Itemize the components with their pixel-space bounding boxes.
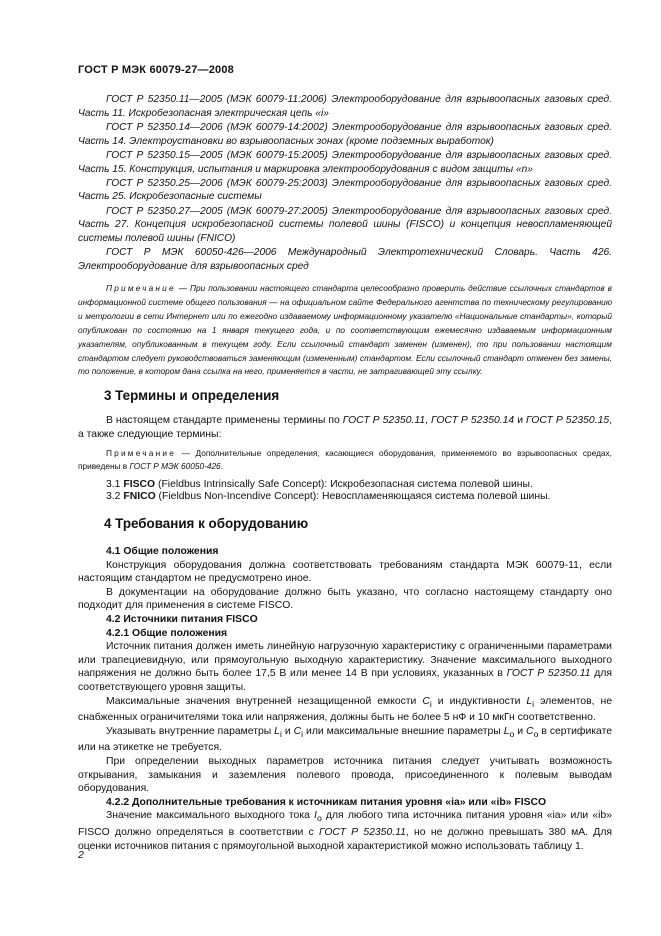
term-number: 3.1 <box>106 479 121 490</box>
text: и <box>281 725 294 737</box>
definitions-note <box>78 447 612 473</box>
paragraph <box>78 640 612 694</box>
subsection-4-2-1-title: 4.2.1 Общие положения <box>106 627 228 639</box>
text: или максимальные внешние параметры <box>303 725 504 737</box>
symbol: L <box>503 725 510 737</box>
symbol: I <box>314 810 317 822</box>
subscript: o <box>533 728 539 739</box>
text: для любого типа источника питания уровня «ia» или «ib» FISCO должно определяться в соответствии с <box>78 810 612 839</box>
subsection-4-1-title: 4.1 Общие положения <box>106 546 219 557</box>
text: , но не должно превышать 380 мА. Для оценки источников питания с прямоугольной выходной характеристикой можно использовать таблицу 1. <box>78 827 613 852</box>
subscript: o <box>316 813 322 824</box>
paragraph: В документации на оборудование должно быть указано, что согласно настоящему стандарту оно подходит для применения в системе FISCO. <box>78 586 612 612</box>
text: Максимальные значения внутренней незащищенной емкости <box>106 695 423 707</box>
term-abbr: FNICO <box>123 491 156 502</box>
subscript: o <box>509 728 515 739</box>
term-definition: (Fieldbus Non-Incendive Concept): Невоспламеняющаяся система полевой шины. <box>155 491 551 502</box>
ref: ГОСТ Р 52350.11 <box>506 668 591 680</box>
text: в сертификате или на этикетке не требуется. <box>78 725 613 754</box>
text: Источник питания должен иметь линейную нагрузочную характеристику с ограниченными параметрами или трапециевидную, или прямоугольную выходную характеристику. Значение максимального выходного напряжения не должно быть более 17,5 В или менее 14 В при условиях, указанных в <box>78 641 612 680</box>
symbol: L <box>526 695 533 707</box>
subscript: i <box>429 698 432 709</box>
note-label: Примечание <box>106 448 177 458</box>
symbol: C <box>526 725 534 737</box>
note-text: — При пользовании настоящего стандарта целесообразно проверить действие ссылочных стандартов в информационной системе общего пользования — на официальном сайте Федерального агентства по техническому регулированию и метрологии в сети Интернет или по ежегодно издаваемому информационному указателю «Национальные стандарты», который опубликован по состоянию на 1 января текущего года, и по соответствующим ежемесячно издаваемым информационным указателям, опубликованным в текущем году. Если ссылочный стандарт заменен (изменен), то при пользовании настоящим стандартом следует руководствоваться заменяющим (измененным) стандартом. Если ссылочный стандарт отменен без замены, то положение, в котором дана ссылка на него, применяется в части, не затрагивающей эту ссылку. <box>78 283 612 377</box>
paragraph <box>78 695 612 725</box>
term-fisco <box>106 479 533 490</box>
subscript: i <box>301 728 304 739</box>
subsection-4-2-2-title: 4.2.2 Дополнительные требования к источникам питания уровня «ia» или «ib» FISCO <box>106 796 547 808</box>
section-4-title: 4 Требования к оборудованию <box>104 516 309 531</box>
reference-item: ГОСТ Р 52350.11—2005 (МЭК 60079-11:2006) Электрооборудование для взрывоопасных газовых сред. Часть 11. Искробезопасная электрическая цепь «i» <box>78 94 612 119</box>
symbol: C <box>293 725 302 737</box>
note-label: Примечание <box>106 283 176 293</box>
text: для соответствующего уровня защиты. <box>78 668 612 693</box>
term-fnico <box>106 491 550 502</box>
section-4-body <box>78 545 612 853</box>
intro-text: В настоящем стандарте применены термины по <box>106 415 343 426</box>
text: и <box>514 725 527 737</box>
note-end: . <box>220 461 223 471</box>
term-abbr: FISCO <box>123 479 156 490</box>
subscript: i <box>532 698 535 709</box>
ref: ГОСТ Р 52350.11 <box>319 827 406 839</box>
symbol: C <box>422 695 430 707</box>
reference-item: ГОСТ Р 52350.15—2005 (МЭК 60079-15:2005) Электрооборудование для взрывоопасных газовых сред. Часть 15. Конструкция, испытания и маркировка электрооборудования с видом защиты «n» <box>78 149 612 175</box>
intro-sep: , <box>425 415 432 426</box>
note-text: — Дополнительные определения, касающиеся оборудования, применяемого во взрывоопасных средах, приведены в <box>78 448 612 471</box>
term-definition: (Fieldbus Intrinsically Safe Concept): Искробезопасная система полевой шины. <box>155 479 533 490</box>
section-3-title: 3 Термины и определения <box>104 388 280 403</box>
page-number: 2 <box>78 849 84 861</box>
intro-text: , а также следующие термины: <box>78 415 613 440</box>
text: элементов, не снабженных ограничителями тока или напряжения, должны быть не более 5 нФ и 10 мкГн соответственно. <box>78 695 612 724</box>
paragraph: При определении выходных параметров источника питания следует учитывать возможность открывания, замыкания и заземления полевого провода, присоединенного к полевым выводам оборудования. <box>78 756 612 795</box>
intro-ref: ГОСТ Р 52350.14 <box>431 415 515 426</box>
reference-item: ГОСТ Р 52350.14—2006 (МЭК 60079-14:2002) Электрооборудование для взрывоопасных газовых сред. Часть 14. Электроустановки во взрывоопасных зонах (кроме подземных выработок) <box>78 121 612 147</box>
paragraph: Конструкция оборудования должна соответствовать требованиям стандарта МЭК 60079-11, если настоящим стандартом не предусмотрено иное. <box>78 559 612 585</box>
section-3-intro <box>78 414 612 441</box>
text: Указывать внутренние параметры <box>106 725 275 737</box>
page-header: ГОСТ Р МЭК 60079-27—2008 <box>78 64 235 76</box>
symbol: L <box>274 725 280 737</box>
intro-ref: ГОСТ Р 52350.15 <box>526 415 610 426</box>
normative-references <box>78 93 612 274</box>
text: и индуктивности <box>431 695 527 707</box>
references-note <box>78 282 612 379</box>
subsection-4-2-title: 4.2 Источники питания FISCO <box>106 613 258 625</box>
reference-item: ГОСТ Р МЭК 60050-426—2006 Международный Электротехнический Словарь. Часть 426. Электрооборудование для взрывоопасных сред <box>78 247 612 272</box>
intro-ref: ГОСТ Р 52350.11 <box>342 415 426 426</box>
paragraph <box>78 725 612 755</box>
intro-sep: и <box>514 415 526 426</box>
reference-item: ГОСТ Р 52350.25—2006 (МЭК 60079-25:2003) Электрооборудование для взрывоопасных газовых сред. Часть 25. Искробезопасные системы <box>78 177 612 203</box>
subscript: i <box>279 728 282 739</box>
term-number: 3.2 <box>106 491 121 502</box>
note-ref: ГОСТ Р МЭК 60050-426 <box>129 461 221 471</box>
reference-item: ГОСТ Р 52350.27—2005 (МЭК 60079-27:2005) Электрооборудование для взрывоопасных газовых сред. Часть 27. Концепция искробезопасной системы полевой шины (FISCO) и концепция невоспламеняющей системы полевой шины (FNICO) <box>78 205 612 245</box>
text: Значение максимального выходного тока <box>106 810 315 822</box>
paragraph <box>78 809 612 853</box>
